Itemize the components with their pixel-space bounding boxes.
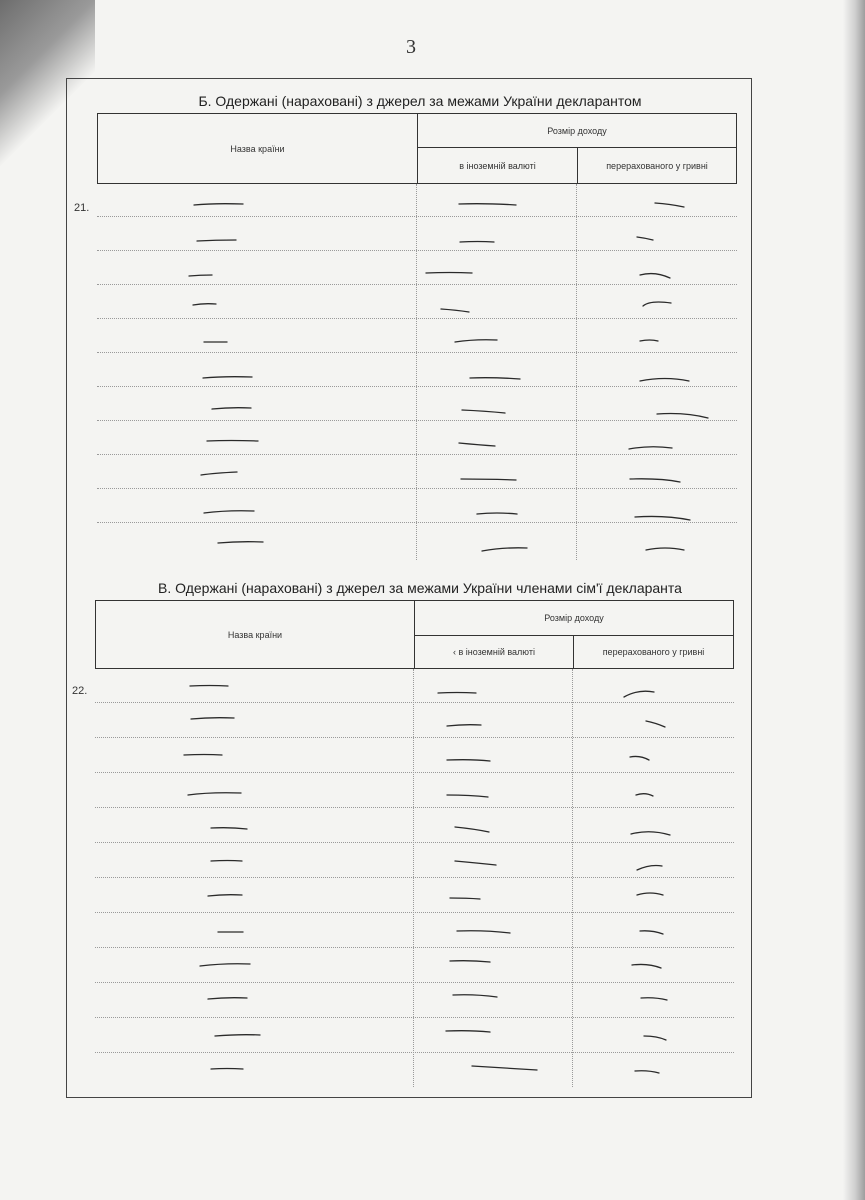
row-divider — [95, 772, 734, 773]
row-divider — [95, 947, 734, 948]
row-divider — [95, 1052, 734, 1053]
column-divider — [576, 184, 577, 560]
row-divider — [97, 488, 737, 489]
section-b-col-income: Розмір доходу — [547, 125, 607, 136]
section-v-header — [95, 600, 734, 669]
row-divider — [95, 807, 734, 808]
row-divider — [97, 250, 737, 251]
section-b-header — [97, 113, 737, 184]
row-divider — [97, 352, 737, 353]
row-divider — [95, 702, 734, 703]
section-v-col-foreign: ‹ в іноземній валюті — [453, 647, 535, 657]
row-divider — [97, 216, 737, 217]
section-v-body — [95, 669, 734, 1087]
scan-edge-shadow — [843, 0, 865, 1200]
section-v-col-income: Розмір доходу — [544, 613, 604, 623]
section-v-col-uah: перерахованого у гривні — [602, 647, 705, 657]
section-b-row-number: 21. — [74, 202, 90, 214]
row-divider — [97, 318, 737, 319]
section-v-title: В. Одержані (нараховані) з джерел за межами України членами сім'ї декларанта — [158, 580, 682, 596]
row-divider — [97, 386, 737, 387]
row-divider — [97, 284, 737, 285]
column-divider — [572, 669, 573, 1087]
column-divider — [413, 669, 414, 1087]
section-b-col-country: Назва країни — [230, 143, 285, 154]
row-divider — [95, 982, 734, 983]
section-b-col-foreign: в іноземній валюті — [459, 160, 536, 171]
row-divider — [95, 912, 734, 913]
row-divider — [95, 877, 734, 878]
section-v-row-number: 22. — [72, 685, 88, 697]
column-divider — [416, 184, 417, 560]
row-divider — [95, 737, 734, 738]
page-number: 3 — [406, 36, 416, 58]
row-divider — [95, 842, 734, 843]
section-b-title: Б. Одержані (нараховані) з джерел за межами України декларантом — [198, 93, 642, 109]
section-v-col-country: Назва країни — [227, 629, 283, 640]
row-divider — [97, 522, 737, 523]
row-divider — [95, 1017, 734, 1018]
section-b-col-uah: перерахованого у гривні — [606, 160, 708, 171]
section-b-body — [97, 184, 737, 560]
row-divider — [97, 454, 737, 455]
row-divider — [97, 420, 737, 421]
